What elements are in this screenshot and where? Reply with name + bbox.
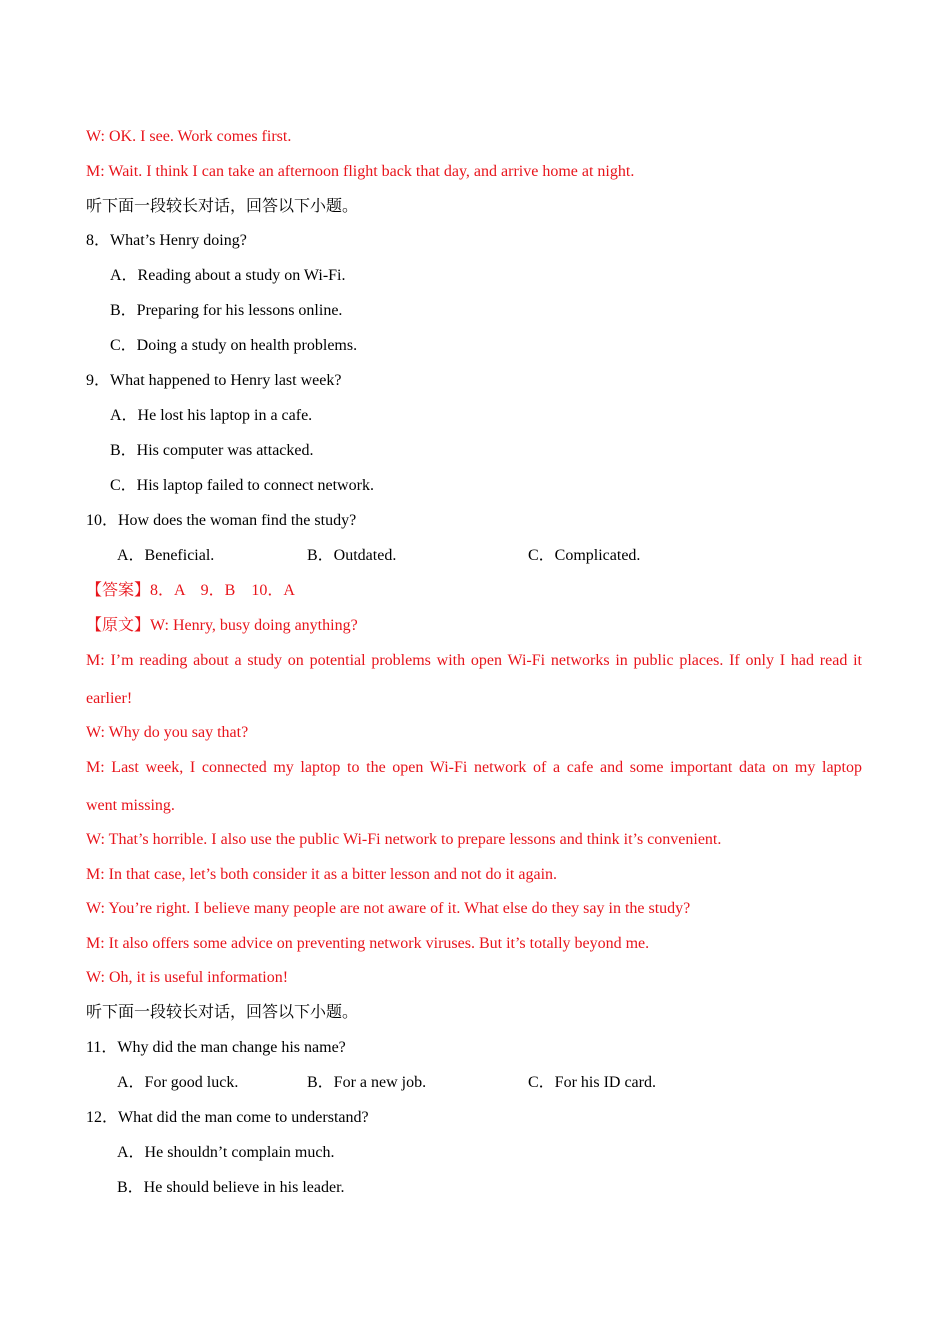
q10-option-c: C．Complicated. bbox=[528, 547, 641, 564]
q8-option-c: C．Doing a study on health problems. bbox=[110, 337, 358, 354]
q12-option-b: B．He should believe in his leader. bbox=[117, 1179, 345, 1196]
transcript-line: M: Wait. I think I can take an afternoon flight back that day, and arrive home at night. bbox=[86, 163, 635, 180]
transcript-line: W: You’re right. I believe many people are not aware of it. What else do they say in the study? bbox=[86, 900, 691, 917]
section-instruction: 听下面一段较长对话，回答以下小题。 bbox=[86, 1004, 359, 1021]
question-11: 11．Why did the man change his name? bbox=[86, 1039, 346, 1056]
answer-key: 【答案】8．A 9．B 10．A bbox=[86, 582, 295, 599]
transcript-line: M: In that case, let’s both consider it as a bitter lesson and not do it again. bbox=[86, 866, 558, 883]
transcript-heading: 【原文】W: Henry, busy doing anything? bbox=[86, 617, 358, 634]
transcript-line: W: Why do you say that? bbox=[86, 724, 249, 741]
question-10: 10．How does the woman find the study? bbox=[86, 512, 357, 529]
q9-option-a: A．He lost his laptop in a cafe. bbox=[110, 407, 313, 424]
q11-option-c: C．For his ID card. bbox=[528, 1074, 656, 1091]
transcript-line: earlier! bbox=[86, 690, 133, 707]
transcript-line: W: That’s horrible. I also use the public Wi-Fi network to prepare lessons and think it’s convenient. bbox=[86, 831, 722, 848]
q8-option-b: B．Preparing for his lessons online. bbox=[110, 302, 343, 319]
q10-option-b: B．Outdated. bbox=[307, 547, 397, 564]
question-9: 9．What happened to Henry last week? bbox=[86, 372, 342, 389]
transcript-line: W: OK. I see. Work comes first. bbox=[86, 128, 292, 145]
transcript-line: W: Oh, it is useful information! bbox=[86, 969, 289, 986]
transcript-line: M: It also offers some advice on preventing network viruses. But it’s totally beyond me. bbox=[86, 935, 650, 952]
question-8: 8．What’s Henry doing? bbox=[86, 232, 247, 249]
transcript-line: M: I’m reading about a study on potential problems with open Wi-Fi networks in public places. If only I had read it bbox=[86, 652, 862, 669]
q12-option-a: A．He shouldn’t complain much. bbox=[117, 1144, 335, 1161]
transcript-line: went missing. bbox=[86, 797, 175, 814]
q8-option-a: A．Reading about a study on Wi-Fi. bbox=[110, 267, 346, 284]
q11-option-a: A．For good luck. bbox=[117, 1074, 239, 1091]
q9-option-c: C．His laptop failed to connect network. bbox=[110, 477, 374, 494]
section-instruction: 听下面一段较长对话，回答以下小题。 bbox=[86, 198, 359, 215]
q9-option-b: B．His computer was attacked. bbox=[110, 442, 314, 459]
question-12: 12．What did the man come to understand? bbox=[86, 1109, 369, 1126]
transcript-line: M: Last week, I connected my laptop to the open Wi-Fi network of a cafe and some important data on my laptop bbox=[86, 759, 862, 776]
q10-option-a: A．Beneficial. bbox=[117, 547, 215, 564]
q11-option-b: B．For a new job. bbox=[307, 1074, 427, 1091]
